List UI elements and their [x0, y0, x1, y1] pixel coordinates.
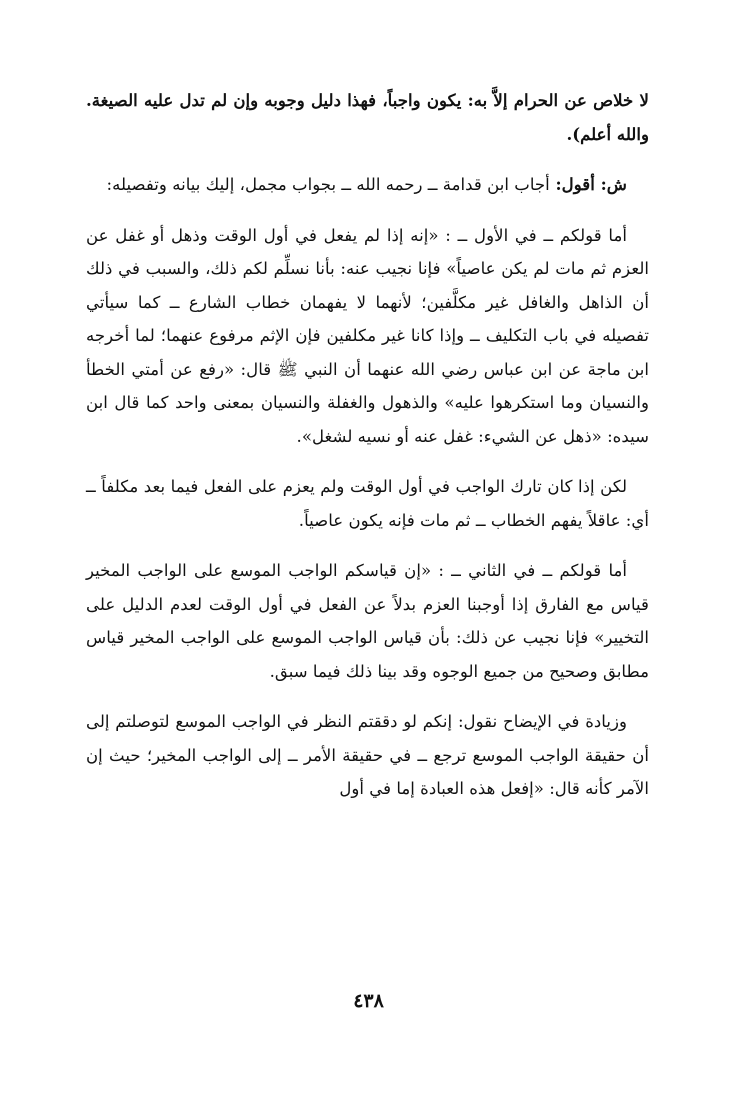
paragraph-3-text: أما قولكم ــ في الأول ــ : «إنه إذا لم يفعل في أول الوقت وذهل أو غفل عن العزم ثم مات لم يكن عاصياً» فإنا نجيب عنه: بأنا نسلِّم لكم ذلك، والسبب في ذلك أن الذاهل والغافل غير مكلَّفين؛ لأنهما لا يفهمان خطاب الشارع ــ كما سيأتي تفصيله في باب التكليف ــ وإذا كانا غير مكلفين فإن الإثم مرفوع عنهما؛ لما أخرجه ابن ماجة عن ابن عباس رضي الله عنهما أن النبي ﷺ قال: «رفع عن أمتي الخطأ والنسيان وما استكرهوا عليه» والذهول والغفلة والنسيان بمعنى واحد كما قال ابن سيده: «ذهل عن الشيء: غفل عنه أو نسيه لشغل».: [86, 225, 649, 446]
paragraph-4: [86, 470, 649, 537]
paragraph-1: [86, 84, 649, 151]
paragraph-3: [86, 219, 649, 454]
paragraph-1-text: لا خلاص عن الحرام إلاَّ به: يكون واجباً، فهذا دليل وجوبه وإن لم تدل عليه الصيغة. والله أعلم).: [86, 90, 649, 144]
paragraph-5-text: أما قولكم ــ في الثاني ــ : «إن قياسكم الواجب الموسع على الواجب المخير قياس مع الفارق إذا أوجبنا العزم بدلاً عن الفعل في أول الوقت لعدم الدليل على التخيير» فإنا نجيب عن ذلك: بأن قياس الواجب الموسع على الواجب المخير قياس مطابق وصحيح من جميع الوجوه وقد بينا ذلك فيما سبق.: [86, 561, 649, 681]
paragraph-6-text: وزيادة في الإيضاح نقول: إنكم لو دققتم النظر في الواجب الموسع لتوصلتم إلى أن حقيقة الواجب الموسع ترجع ــ في حقيقة الأمر ــ إلى الواجب المخير؛ حيث إن الآمر كأنه قال: «إفعل هذه العبادة إما في أول: [86, 712, 649, 798]
page-content: [86, 84, 649, 806]
paragraph-2-lead: ش: أقول:: [549, 174, 627, 194]
page-number: ٤٣٨: [353, 990, 384, 1012]
paragraph-4-text: لكن إذا كان تارك الواجب في أول الوقت ولم يعزم على الفعل فيما بعد مكلفاً ــ أي: عاقلاً يفهم الخطاب ــ ثم مات فإنه يكون عاصياً.: [86, 477, 649, 530]
paragraph-5: [86, 554, 649, 688]
paragraph-6: [86, 705, 649, 806]
paragraph-2-text: أجاب ابن قدامة ــ رحمه الله ــ بجواب مجمل، إليك بيانه وتفصيله:: [106, 175, 550, 194]
paragraph-2: [86, 168, 649, 202]
